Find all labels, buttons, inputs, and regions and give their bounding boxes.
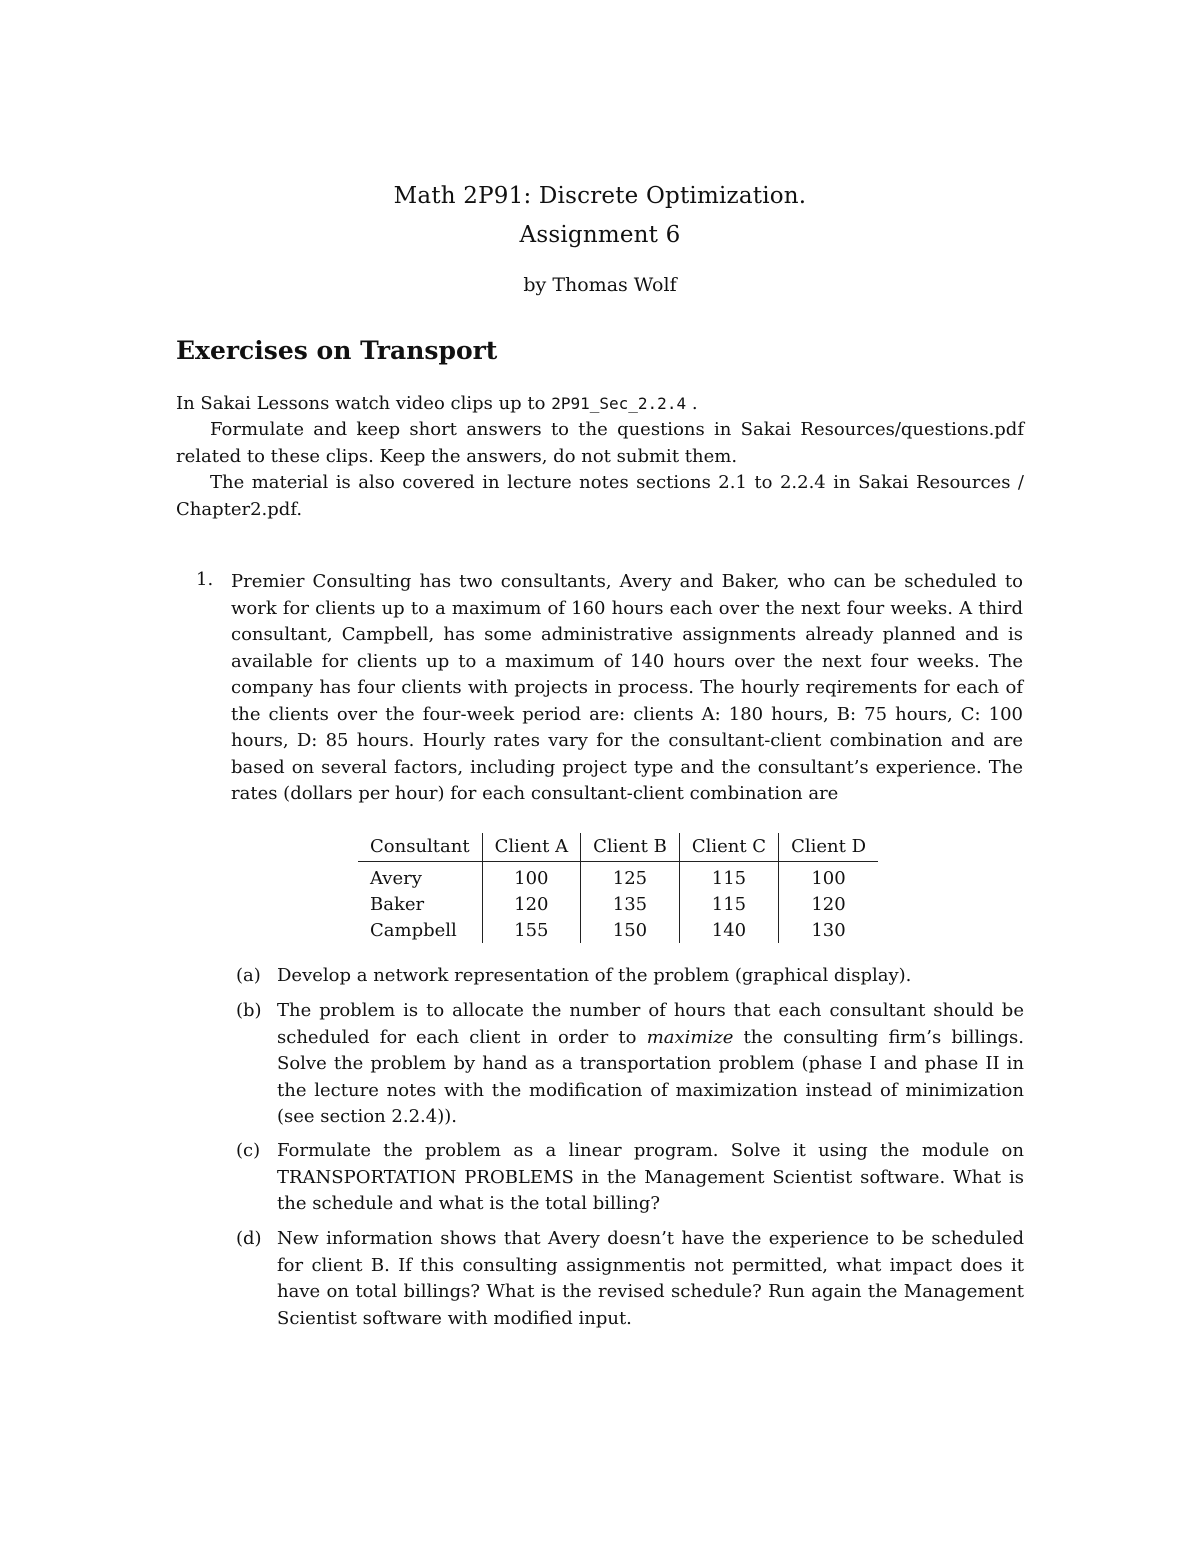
document-subtitle: Assignment 6 bbox=[519, 222, 681, 248]
table-cell: 150 bbox=[581, 917, 680, 943]
intro-text: In Sakai Lessons watch video clips up to bbox=[176, 393, 546, 414]
table-header-cell: Consultant bbox=[358, 833, 482, 862]
section-heading: Exercises on Transport bbox=[176, 336, 498, 365]
table-cell: 115 bbox=[679, 862, 778, 892]
table-cell: Baker bbox=[370, 893, 425, 915]
subquestion-text: New information shows that Avery doesn’t have the experience to be scheduled for client B. If this consulting assignmentis not permitted, what impact does it have on total billings? What is the revised schedule? Run again the Management Scientist software with modified input. bbox=[277, 1228, 1024, 1329]
problem-number: 1. bbox=[196, 569, 214, 590]
table-row bbox=[358, 891, 878, 917]
document-author: by Thomas Wolf bbox=[523, 274, 677, 296]
table-cell: 115 bbox=[679, 891, 778, 917]
intro-paragraph-2: Formulate and keep short answers to the questions in Sakai Resources/questions.pdf related to these clips. Keep the answers, do not submit them. bbox=[176, 419, 1024, 467]
subquestion-label: (b) bbox=[236, 1000, 262, 1021]
table-cell: 100 bbox=[779, 862, 878, 892]
document-title: Math 2P91: Discrete Optimization. bbox=[393, 183, 807, 209]
table-cell: Campbell bbox=[370, 919, 457, 941]
table-header-cell: Client C bbox=[679, 833, 778, 862]
subquestion-text: Develop a network representation of the problem (graphical display). bbox=[277, 965, 912, 986]
rates-table bbox=[358, 833, 878, 943]
problem-statement: Premier Consulting has two consultants, Avery and Baker, who can be scheduled to work for clients up to a maximum of 160 hours each over the next four weeks. A third consultant, Campbell, has some administrative assignments already planned and is available for clients up to a maximum of 140 hours over the next four weeks. The company has four clients with projects in process. The hourly reqirements for each of the clients over the four-week period are: clients A: 180 hours, B: 75 hours, C: 100 hours, D: 85 hours. Hourly rates vary for the consultant-client combination and are based on several factors, including project type and the consultant’s experience. The rates (dollars per hour) for each consultant-client combination are bbox=[231, 571, 1023, 804]
clip-code: 2P91_Sec_2.2.4 bbox=[551, 394, 687, 413]
subquestion-label: (c) bbox=[236, 1140, 261, 1161]
table-cell: 120 bbox=[779, 891, 878, 917]
table-cell: 135 bbox=[581, 891, 680, 917]
table-header-cell: Client A bbox=[482, 833, 581, 862]
table-cell: 140 bbox=[679, 917, 778, 943]
table-header-row bbox=[358, 833, 878, 862]
table-cell: 120 bbox=[482, 891, 581, 917]
table-header-cell: Client D bbox=[779, 833, 878, 862]
subquestion-text: Formulate the problem as a linear program. Solve it using the module on TRANSPORTATION PROBLEMS in the Management Scientist software. What is the schedule and what is the total billing? bbox=[277, 1140, 1024, 1214]
subquestion-text-part: The problem is to allocate the number of hours that each consultant should be scheduled for each client in order to bbox=[277, 1000, 1024, 1048]
table-cell: 125 bbox=[581, 862, 680, 892]
table-cell: 155 bbox=[482, 917, 581, 943]
table-cell: Avery bbox=[370, 867, 422, 889]
intro-paragraph-1 bbox=[176, 391, 1024, 418]
table-cell: 130 bbox=[779, 917, 878, 943]
table-row bbox=[358, 862, 878, 892]
table-row bbox=[358, 917, 878, 943]
emphasis-word: maximize bbox=[646, 1026, 734, 1048]
intro-paragraph-3: The material is also covered in lecture notes sections 2.1 to 2.2.4 in Sakai Resources / Chapter2.pdf. bbox=[176, 472, 1024, 520]
subquestion-text-part: the consulting firm’s billings. Solve the problem by hand as a transportation problem (phase I and phase II in the lecture notes with the modification of maximization instead of minimization (see section 2.2.4)). bbox=[277, 1026, 1024, 1127]
subquestion-label: (d) bbox=[236, 1228, 262, 1249]
subquestion-label: (a) bbox=[236, 965, 261, 986]
intro-text-end: . bbox=[691, 393, 698, 414]
table-cell: 100 bbox=[482, 862, 581, 892]
subquestion-text bbox=[277, 998, 1024, 1131]
table-header-cell: Client B bbox=[581, 833, 680, 862]
